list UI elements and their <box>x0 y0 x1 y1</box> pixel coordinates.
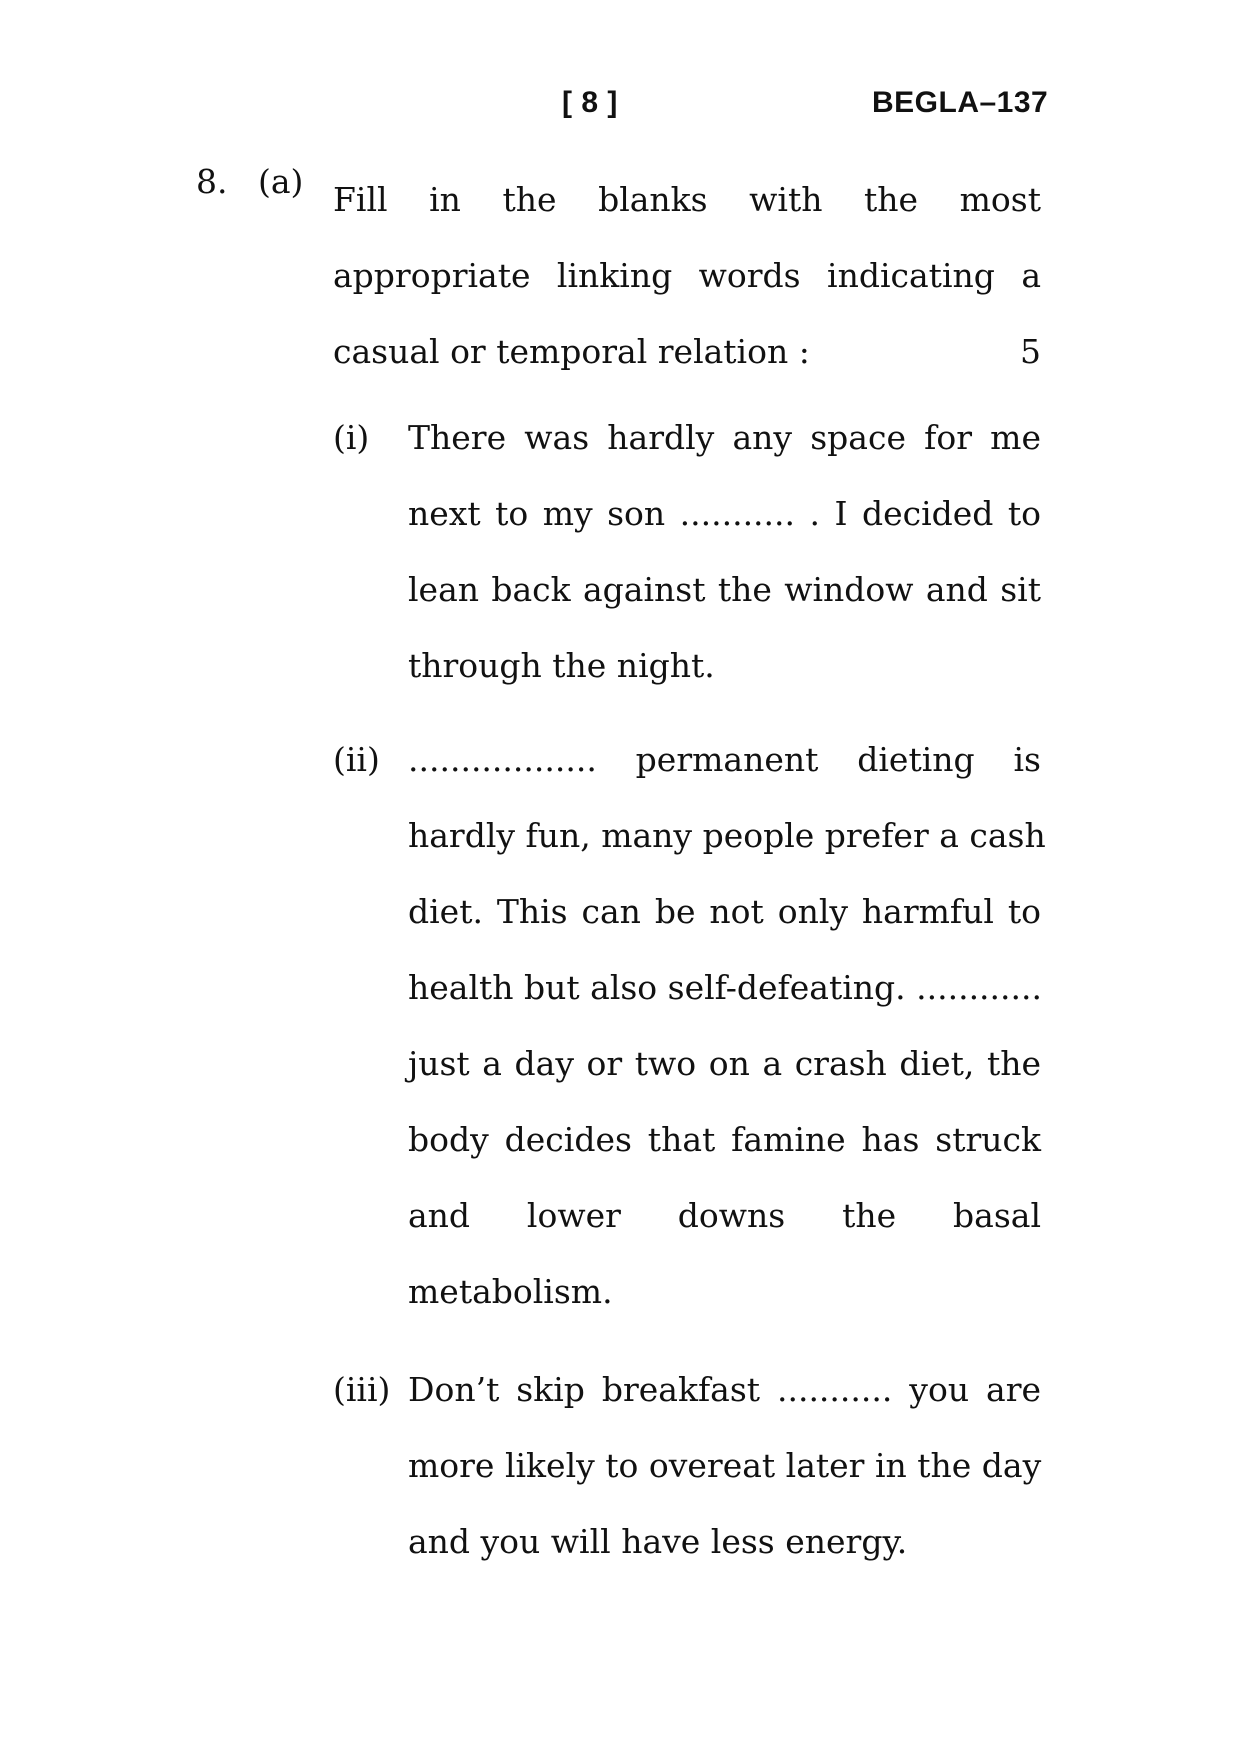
sub-question-line: lean back against the window and sit <box>408 570 1041 609</box>
sub-question-line: and you will have less energy. <box>408 1522 908 1561</box>
sub-question-line: next to my son ........... . I decided to <box>408 494 1041 533</box>
marks: 5 <box>1020 332 1041 371</box>
sub-question-line: Don’t skip breakfast ........... you are <box>408 1370 1041 1409</box>
sub-question-line: hardly fun, many people prefer a cash <box>408 816 1046 855</box>
sub-question-line: .................. permanent dieting is <box>408 740 1041 779</box>
page-number: [ 8 ] <box>562 86 618 119</box>
page-header <box>0 86 1241 126</box>
question-part-label: (a) <box>258 162 304 201</box>
sub-question-line: health but also self-defeating. ............ <box>408 968 1042 1007</box>
sub-question-line: metabolism. <box>408 1272 613 1311</box>
instruction-line: casual or temporal relation : <box>333 332 810 371</box>
sub-question-line: diet. This can be not only harmful to <box>408 892 1041 931</box>
sub-question-line: There was hardly any space for me <box>408 418 1041 457</box>
sub-question-label: (i) <box>333 418 370 457</box>
sub-question-text <box>408 400 1041 704</box>
question-number: 8. <box>196 162 228 201</box>
paper-code: BEGLA–137 <box>872 86 1049 119</box>
sub-question-label: (iii) <box>333 1370 391 1409</box>
instruction-line: Fill in the blanks with the most <box>333 180 1041 219</box>
sub-question-line: body decides that famine has struck <box>408 1120 1041 1159</box>
sub-question-line: just a day or two on a crash diet, the <box>408 1044 1041 1083</box>
sub-question-text <box>408 722 1046 1330</box>
sub-question-text <box>408 1352 1041 1580</box>
sub-question-line: more likely to overeat later in the day <box>408 1446 1042 1485</box>
sub-question-label: (ii) <box>333 740 380 779</box>
sub-question-line: through the night. <box>408 646 715 685</box>
question-instruction <box>333 162 1041 390</box>
sub-question-line: and lower downs the basal <box>408 1196 1041 1235</box>
instruction-line: appropriate linking words indicating a <box>333 256 1041 295</box>
instruction-last-row <box>333 314 1041 390</box>
